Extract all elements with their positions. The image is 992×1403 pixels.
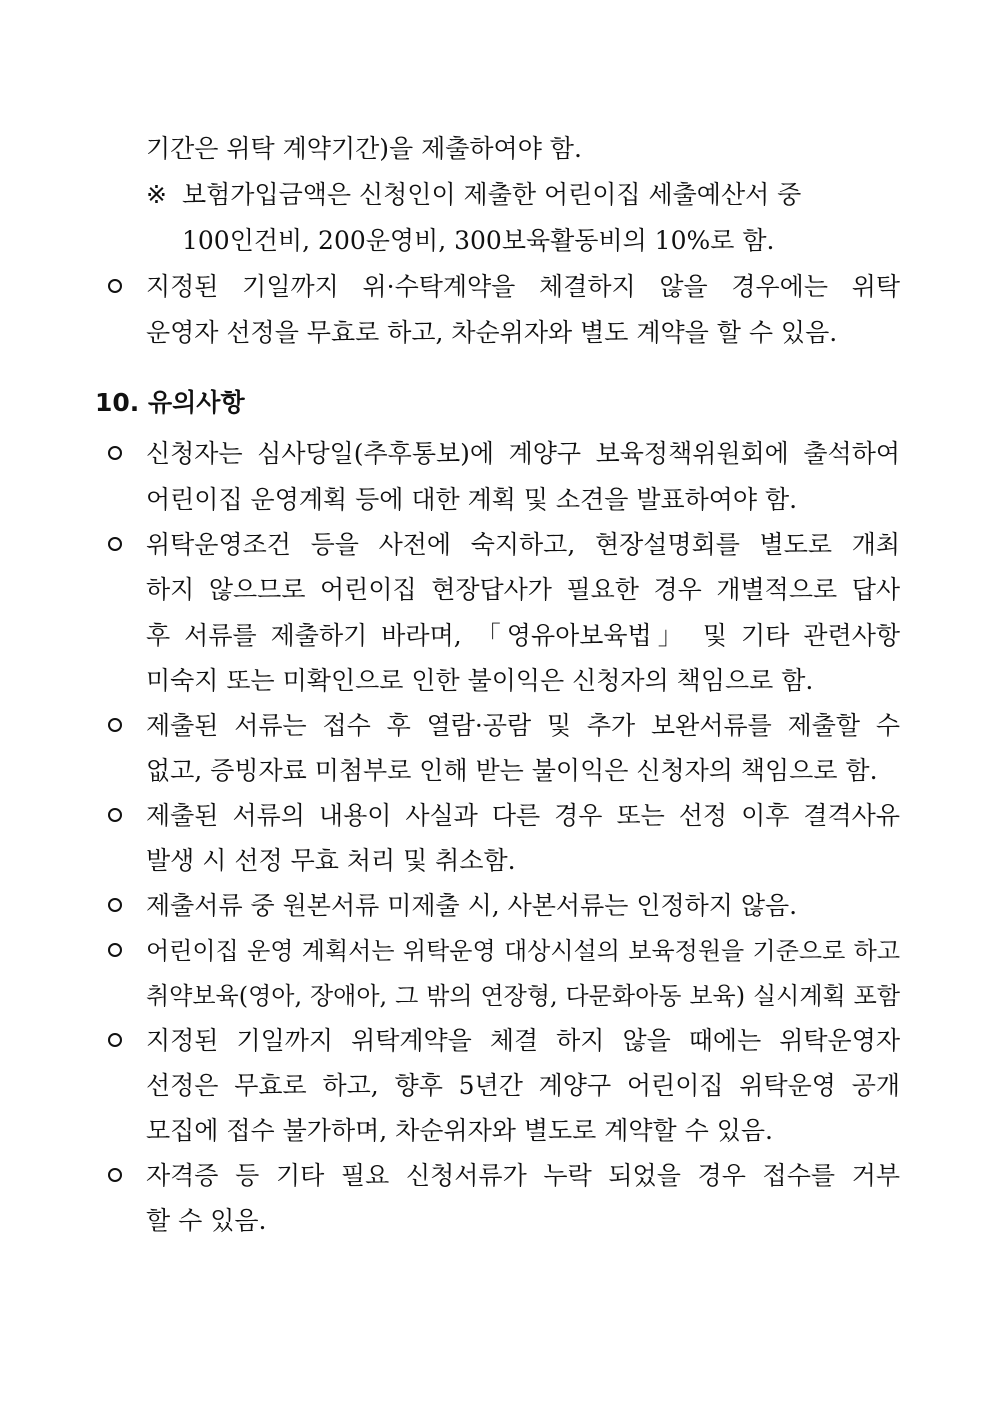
list-item-line: 취약보육(영아, 장애아, 그 밖의 연장형, 다문화아동 보육) 실시계획 포함 — [146, 982, 900, 1010]
list-item-line: 지정된 기일까지 위·수탁계약을 체결하지 않을 경우에는 위탁 — [146, 272, 900, 301]
continuation-line: 기간은 위탁 계약기간)을 제출하여야 함. — [146, 134, 582, 163]
section-heading: 10. 유의사항 — [95, 388, 245, 417]
note-line: 100인건비, 200운영비, 300보육활동비의 10%로 함. — [182, 226, 775, 255]
bullet-circle-icon — [108, 1168, 122, 1182]
list-item-line: 제출서류 중 원본서류 미제출 시, 사본서류는 인정하지 않음. — [146, 891, 798, 920]
list-item-line: 발생 시 선정 무효 처리 및 취소함. — [146, 846, 516, 875]
list-item-line: 선정은 무효로 하고, 향후 5년간 계양구 어린이집 위탁운영 공개 — [146, 1071, 900, 1100]
list-item-line: 하지 않으므로 어린이집 현장답사가 필요한 경우 개별적으로 답사 — [146, 575, 900, 604]
bullet-circle-icon — [108, 718, 122, 732]
list-item-line: 위탁운영조건 등을 사전에 숙지하고, 현장설명회를 별도로 개최 — [146, 530, 900, 559]
list-item-line: 지정된 기일까지 위탁계약을 체결 하지 않을 때에는 위탁운영자 — [146, 1026, 900, 1055]
list-item-line: 후 서류를 제출하기 바라며, 「영유아보육법」 및 기타 관련사항 — [146, 621, 900, 650]
list-item-line: 제출된 서류는 접수 후 열람·공람 및 추가 보완서류를 제출할 수 — [146, 711, 900, 740]
list-item-line: 어린이집 운영 계획서는 위탁운영 대상시설의 보육정원을 기준으로 하고 — [146, 937, 900, 965]
bullet-circle-icon — [108, 898, 122, 912]
list-item-line: 자격증 등 기타 필요 신청서류가 누락 되었을 경우 접수를 거부 — [146, 1161, 900, 1190]
bullet-circle-icon — [108, 808, 122, 822]
list-item-line: 제출된 서류의 내용이 사실과 다른 경우 또는 선정 이후 결격사유 — [146, 801, 900, 830]
bullet-circle-icon — [108, 1033, 122, 1047]
bullet-circle-icon — [108, 279, 122, 293]
bullet-circle-icon — [108, 446, 122, 460]
list-item-line: 모집에 접수 불가하며, 차순위자와 별도로 계약할 수 있음. — [146, 1116, 773, 1145]
list-item-line: 어린이집 운영계획 등에 대한 계획 및 소견을 발표하여야 함. — [146, 485, 798, 514]
bullet-circle-icon — [108, 943, 122, 957]
note-line: 보험가입금액은 신청인이 제출한 어린이집 세출예산서 중 — [182, 180, 802, 209]
list-item-line: 미숙지 또는 미확인으로 인한 불이익은 신청자의 책임으로 함. — [146, 666, 814, 695]
list-item-line: 없고, 증빙자료 미첨부로 인해 받는 불이익은 신청자의 책임으로 함. — [146, 756, 878, 785]
list-item-line: 운영자 선정을 무효로 하고, 차순위자와 별도 계약을 할 수 있음. — [146, 318, 838, 347]
bullet-circle-icon — [108, 537, 122, 551]
list-item-line: 할 수 있음. — [146, 1206, 267, 1235]
list-item-line: 신청자는 심사당일(추후통보)에 계양구 보육정책위원회에 출석하여 — [146, 439, 900, 468]
note-mark: ※ — [146, 180, 167, 209]
